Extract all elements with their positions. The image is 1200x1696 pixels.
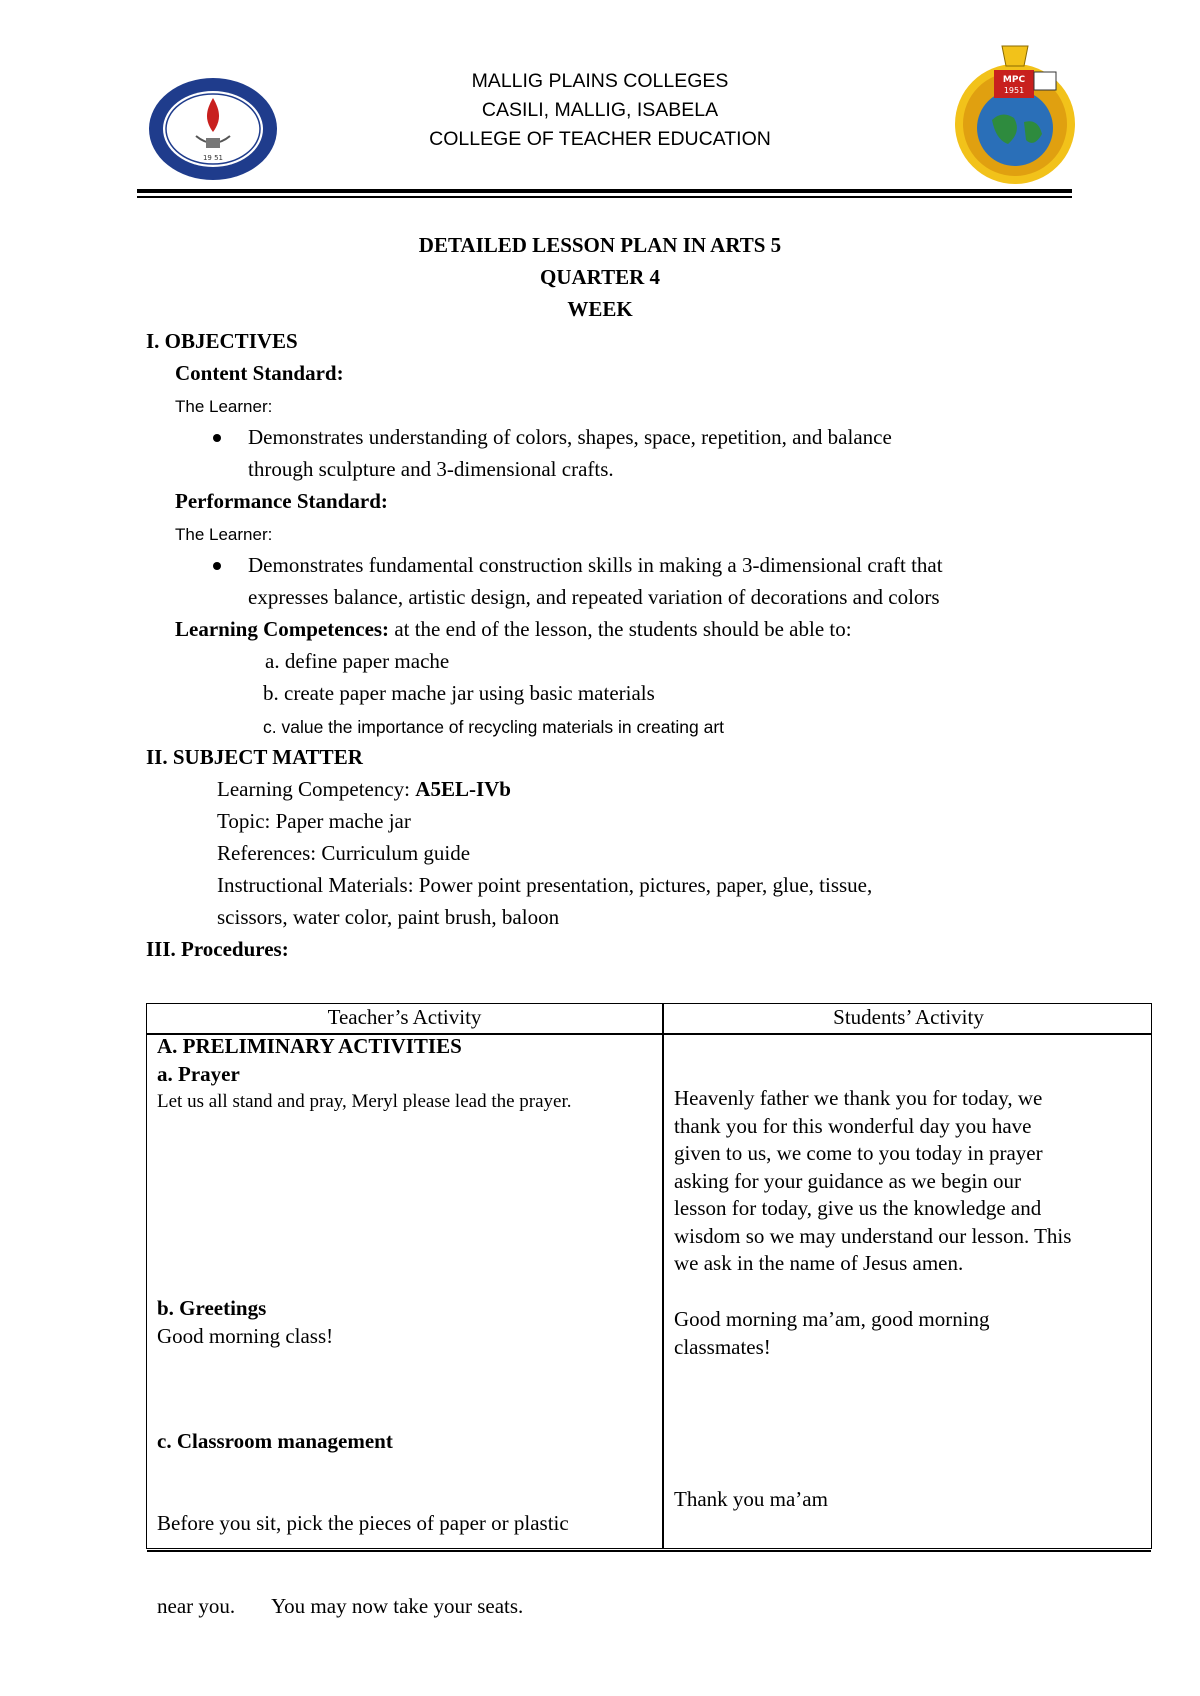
subject-matter-heading: II. SUBJECT MATTER <box>146 745 363 769</box>
classroom-teacher-line: Before you sit, pick the pieces of paper or plastic <box>157 1511 569 1535</box>
header-rule-thick <box>137 189 1072 193</box>
performance-standard-text-2: expresses balance, artistic design, and repeated variation of decorations and colors <box>248 585 940 609</box>
learning-competency-code: A5EL-IVb <box>415 777 511 801</box>
greetings-teacher: Good morning class! <box>157 1324 334 1348</box>
prayer-student-line: we ask in the name of Jesus amen. <box>674 1251 964 1275</box>
prayer-student-line: lesson for today, give us the knowledge and <box>674 1196 1042 1220</box>
document-quarter: QUARTER 4 <box>539 265 661 289</box>
performance-standard-label: Performance Standard: <box>175 489 388 513</box>
learning-competency <box>217 777 511 802</box>
col-header-students: Students’ Activity <box>833 1005 984 1029</box>
competence-item-a: a. define paper mache <box>265 649 450 673</box>
competence-item-b: b. create paper mache jar using basic materials <box>263 681 655 705</box>
prayer-student-line: asking for your guidance as we begin our <box>674 1168 1021 1193</box>
bullet-icon <box>213 434 221 442</box>
classroom-student: Thank you ma’am <box>674 1487 828 1511</box>
prayer-student-line: given to us, we come to you today in prayer <box>674 1141 1043 1165</box>
prayer-student <box>674 1085 1149 1278</box>
prayer-student-line: thank you for this wonderful day you have <box>674 1113 1032 1138</box>
content-standard-label: Content Standard: <box>175 361 344 385</box>
content-standard-learner: The Learner: <box>175 397 273 416</box>
college-name: MALLIG PLAINS COLLEGES <box>471 70 729 92</box>
topic: Topic: Paper mache jar <box>217 809 411 833</box>
prayer-student-line: wisdom so we may understand our lesson. This <box>674 1223 1072 1248</box>
classroom-teacher-line: near you. You may now take your seats. <box>157 1593 524 1618</box>
performance-standard-learner: The Learner: <box>175 525 273 544</box>
learning-competences <box>175 617 852 642</box>
content-standard-text-1: Demonstrates understanding of colors, shapes, space, repetition, and balance <box>248 425 892 449</box>
header-rule-thin <box>137 196 1072 198</box>
references: References: Curriculum guide <box>217 841 471 865</box>
classroom-teacher <box>157 1455 569 1675</box>
bullet-icon <box>213 562 221 570</box>
greetings-student-line: Good morning ma’am, good morning <box>674 1307 990 1331</box>
col-header-teacher: Teacher’s Activity <box>327 1005 482 1029</box>
prayer-label: a. Prayer <box>157 1062 240 1086</box>
svg-text:19 51: 19 51 <box>202 154 224 162</box>
table-column-divider <box>662 1004 664 1548</box>
objectives-heading: I. OBJECTIVES <box>146 329 298 353</box>
college-seal-right <box>942 40 1088 186</box>
competence-item-c: c. value the importance of recycling materials in creating art <box>263 717 725 737</box>
procedures-table <box>146 1003 1152 1618</box>
procedures-heading: III. Procedures: <box>146 937 289 961</box>
document-week: WEEK <box>567 297 633 321</box>
performance-standard-text-1: Demonstrates fundamental construction skills in making a 3-dimensional craft that <box>248 553 943 577</box>
college-department: COLLEGE OF TEACHER EDUCATION <box>429 128 771 150</box>
content-standard-text-2: through sculpture and 3-dimensional crafts. <box>248 457 614 481</box>
svg-text:MPC: MPC <box>1002 75 1026 85</box>
instructional-materials-1: Instructional Materials: Power point presentation, pictures, paper, glue, tissue, <box>217 873 873 897</box>
instructional-materials-2: scissors, water color, paint brush, baloon <box>217 905 560 929</box>
learning-competency-label: Learning Competency: <box>217 777 416 801</box>
greetings-label: b. Greetings <box>157 1296 267 1320</box>
document-title: DETAILED LESSON PLAN IN ARTS 5 <box>418 233 782 257</box>
prayer-student-line: Heavenly father we thank you for today, we <box>674 1086 1043 1110</box>
classroom-label: c. Classroom management <box>157 1429 393 1453</box>
learning-competences-intro: at the end of the lesson, the students should be able to: <box>389 617 852 641</box>
greetings-student-line: classmates! <box>674 1334 771 1359</box>
college-address: CASILI, MALLIG, ISABELA <box>481 99 719 121</box>
svg-text:1951: 1951 <box>1003 86 1025 95</box>
greetings-student <box>674 1306 990 1361</box>
learning-competences-label: Learning Competences: <box>175 617 390 641</box>
prayer-teacher: Let us all stand and pray, Meryl please lead the prayer. <box>157 1091 572 1112</box>
section-preliminary: A. PRELIMINARY ACTIVITIES <box>157 1034 462 1058</box>
